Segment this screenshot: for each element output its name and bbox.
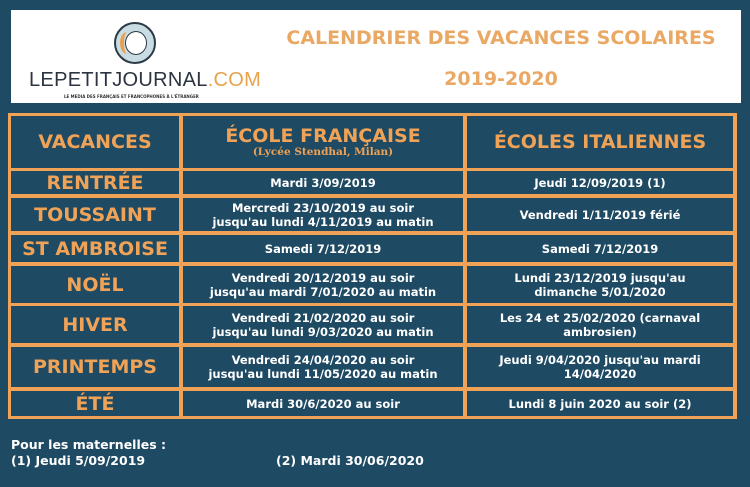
page-title: CALENDRIER DES VACANCES SCOLAIRES <box>286 27 716 49</box>
table-cell-italian: Jeudi 12/09/2019 (1) <box>467 171 733 194</box>
table-row-label: HIVER <box>11 306 179 343</box>
table-cell-italian: Lundi 8 juin 2020 au soir (2) <box>467 391 733 416</box>
moon-face-logo-icon <box>114 22 156 64</box>
footnotes <box>11 437 166 469</box>
table-cell-french: Vendredi 20/12/2019 au soir jusqu'au mardi 7/01/2020 au matin <box>183 266 463 303</box>
table-row-label: ST AMBROISE <box>11 235 179 262</box>
table-cell-french: Samedi 7/12/2019 <box>183 235 463 262</box>
page-year: 2019-2020 <box>444 68 558 90</box>
table-cell-french: Mercredi 23/10/2019 au soir jusqu'au lundi 4/11/2019 au matin <box>183 198 463 231</box>
table-row-label: NOËL <box>11 266 179 303</box>
column-header-vacances: VACANCES <box>11 116 179 168</box>
table-row-label: ÉTÉ <box>11 391 179 416</box>
footnotes-heading: Pour les maternelles : <box>11 437 167 452</box>
table-row-label: TOUSSAINT <box>11 198 179 231</box>
table-row-label: RENTRÉE <box>11 171 179 194</box>
logo-tagline: LE MEDIA DES FRANÇAIS ET FRANCOPHONES À L'ÉTRANGER <box>64 94 199 99</box>
table-cell-french: Mardi 3/09/2019 <box>183 171 463 194</box>
table-cell-italian: Lundi 23/12/2019 jusqu'au dimanche 5/01/2020 <box>467 266 733 303</box>
header-banner <box>11 10 741 103</box>
footnote-1: (1) Jeudi 5/09/2019 <box>11 453 146 468</box>
table-row-label: PRINTEMPS <box>11 347 179 387</box>
table-cell-french: Vendredi 21/02/2020 au soir jusqu'au lundi 9/03/2020 au matin <box>183 306 463 343</box>
table-cell-french: Vendredi 24/04/2020 au soir jusqu'au lundi 11/05/2020 au matin <box>183 347 463 387</box>
logo <box>29 10 262 103</box>
table-cell-french: Mardi 30/6/2020 au soir <box>183 391 463 416</box>
table-cell-italian: Vendredi 1/11/2019 férié <box>467 198 733 231</box>
table-cell-italian: Les 24 et 25/02/2020 (carnaval ambrosien) <box>467 306 733 343</box>
table-cell-italian: Jeudi 9/04/2020 jusqu'au mardi 14/04/2020 <box>467 347 733 387</box>
table-cell-italian: Samedi 7/12/2019 <box>467 235 733 262</box>
footnote-2: (2) Mardi 30/06/2020 <box>276 453 424 468</box>
column-header-ecole-francaise: ÉCOLE FRANÇAISE (Lycée Stendhal, Milan) <box>183 116 463 168</box>
column-subheader: (Lycée Stendhal, Milan) <box>252 146 394 158</box>
column-header-ecoles-italiennes: ÉCOLES ITALIENNES <box>467 116 733 168</box>
vacation-table <box>8 113 737 419</box>
logo-wordmark: LEPETITJOURNAL.COM <box>29 69 262 91</box>
